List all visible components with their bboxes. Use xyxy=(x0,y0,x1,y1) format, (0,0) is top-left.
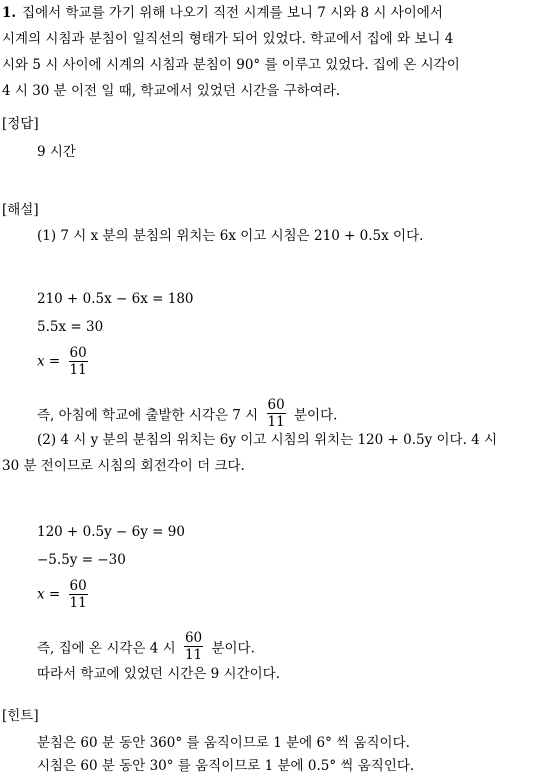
part1-fraction: $\frac{60}{11}$ xyxy=(69,345,87,378)
part2-fraction: $\frac{60}{11}$ xyxy=(69,578,87,611)
answer-header: [정답] xyxy=(2,116,39,132)
problem-line-2: 시계의 시침과 분침이 일직선의 형태가 되어 있었다. 학교에서 집에 와 보니 4 xyxy=(2,31,454,47)
part2-equation-2: −5.5y = −30 xyxy=(37,552,126,568)
part1-equation-3: x = $\frac{60}{11}$ xyxy=(37,345,87,378)
part2-equation-1: 120 + 0.5y − 6y = 90 xyxy=(37,524,185,540)
problem-line-1: 1. 집에서 학교를 가기 위해 나오기 직전 시계를 보니 7 시와 8 시 사이에서 xyxy=(2,5,443,21)
hint-line-1: 분침은 60 분 동안 360° 를 움직이므로 1 분에 6° 씩 움직이다. xyxy=(37,735,410,751)
part1-equation-2: 5.5x = 30 xyxy=(37,319,104,335)
answer-text: 9 시간 xyxy=(37,144,76,160)
solution-part2-line-2: 30 분 전이므로 시침의 회전각이 더 크다. xyxy=(2,458,245,474)
problem-statement xyxy=(2,0,533,104)
hint-header: [힌트] xyxy=(2,708,39,724)
part2-equation-3: x = $\frac{60}{11}$ xyxy=(37,578,87,611)
solution-header: [해설] xyxy=(2,202,39,218)
problem-line-4: 4 시 30 분 이전 일 때, 학교에서 있었던 시간을 구하여라. xyxy=(2,83,341,99)
problem-line-3: 시와 5 시 사이에 시계의 시침과 분침이 90° 를 이루고 있었다. 집에 온 시각이 xyxy=(2,57,460,73)
part1-conclusion-fraction: $\frac{60}{11}$ xyxy=(267,397,285,430)
part1-equation-1: 210 + 0.5x − 6x = 180 xyxy=(37,291,194,307)
solution-part1-line: (1) 7 시 x 분의 분침의 위치는 6x 이고 시침은 210 + 0.5x 이다. xyxy=(37,228,424,244)
hint-line-2: 시침은 60 분 동안 30° 를 움직이므로 1 분에 0.5° 씩 움직인다. xyxy=(37,758,415,774)
part2-conclusion-fraction: $\frac{60}{11}$ xyxy=(184,630,203,663)
solution-final: 따라서 학교에 있었던 시간은 9 시간이다. xyxy=(37,666,280,682)
part1-conclusion: 즉, 아침에 학교에 출발한 시각은 7 시 $\frac{60}{11}$ 분이다. xyxy=(37,397,338,430)
problem-number: 1. xyxy=(2,5,17,21)
solution-part2-line-1: (2) 4 시 y 분의 분침의 위치는 6y 이고 시침의 위치는 120 + 0.5y 이다. 4 시 xyxy=(37,432,498,448)
part2-conclusion: 즉, 집에 온 시각은 4 시 $\frac{60}{11}$ 분이다. xyxy=(37,630,255,663)
